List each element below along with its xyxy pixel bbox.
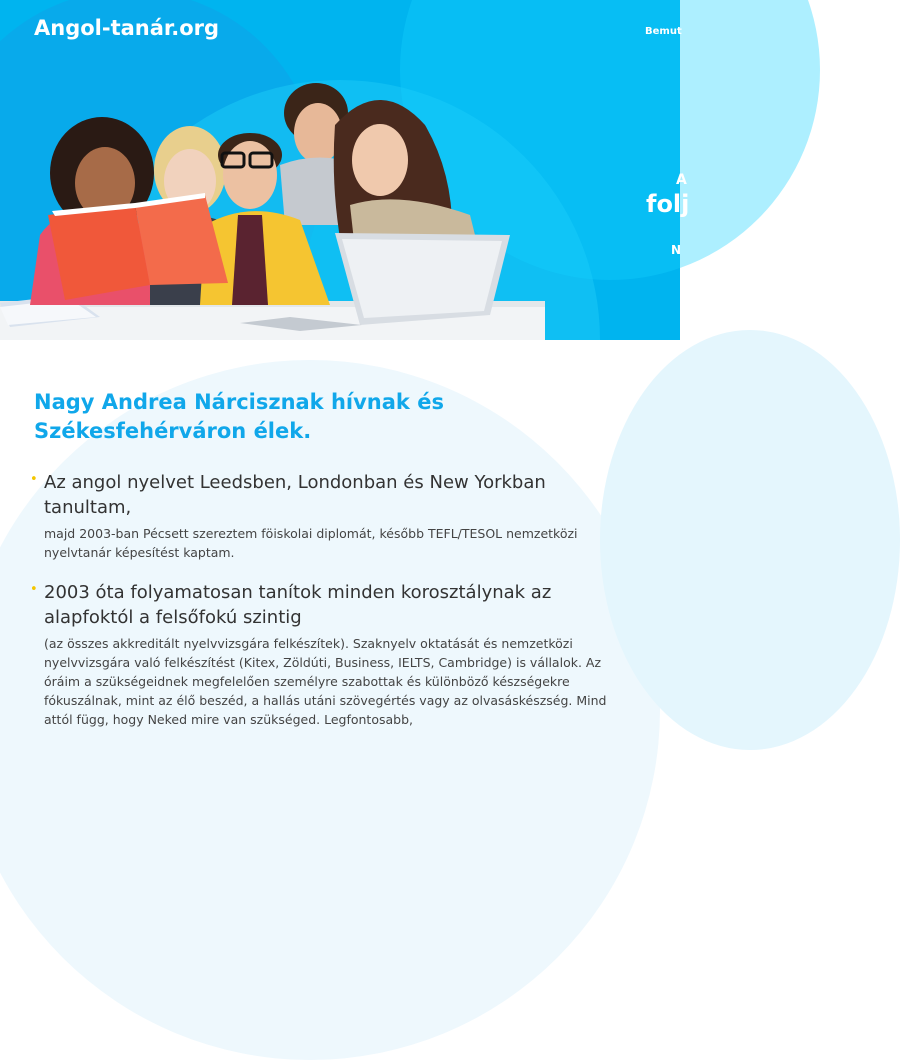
intro-heading bbox=[34, 388, 594, 446]
bullet-icon: • bbox=[30, 472, 38, 487]
bio-item bbox=[30, 470, 630, 562]
bio-item-title: 2003 óta folyamatosan tanítok minden korosztálynak az alapfoktól a felsőfokú szintig bbox=[44, 582, 552, 628]
red-book bbox=[48, 205, 150, 300]
hero-text-line: N bbox=[671, 243, 682, 257]
bio-item bbox=[30, 580, 630, 729]
intro-heading-line: Nagy Andrea Nárcisznak hívnak és bbox=[34, 390, 444, 414]
hero-text-line: A bbox=[676, 172, 687, 188]
content-bg-circle bbox=[600, 330, 900, 750]
bio-item-title: Az angol nyelvet Leedsben, Londonban és New Yorkban tanultam, bbox=[44, 472, 546, 518]
intro-heading-line: Székesfehérváron élek. bbox=[34, 419, 312, 443]
hero-banner bbox=[0, 0, 690, 340]
bullet-icon: • bbox=[30, 582, 38, 597]
bio-item-text: majd 2003-ban Pécsett szereztem föiskolai diplomát, később TEFL/TESOL nemzetközi nyelvtanár képesítést kaptam. bbox=[44, 526, 578, 560]
hero-text-title: folj bbox=[646, 190, 690, 218]
hero-students-image bbox=[0, 55, 560, 340]
site-logo[interactable]: Angol-tanár.org bbox=[34, 16, 220, 40]
bio-item-text: (az összes akkreditált nyelvvizsgára felkészítek). Szaknyelv oktatását és nemzetközi nyelvvizsgára való felkészítést (Kitex, Zöldúti, Business, IELTS, Cambridge) is vállalok. Az óráim a szükségeidnek megfelelően személyre szabottak és különböző készségekre fókuszálnak, mint az élő beszéd, a hallás utáni szövegértés vagy az olvasáskészség. Mind attól függ, hogy Neked mire van szükséged. Legfontosabb, bbox=[44, 636, 607, 727]
nav-link-bemutatkozas[interactable]: Bemut bbox=[645, 26, 682, 37]
